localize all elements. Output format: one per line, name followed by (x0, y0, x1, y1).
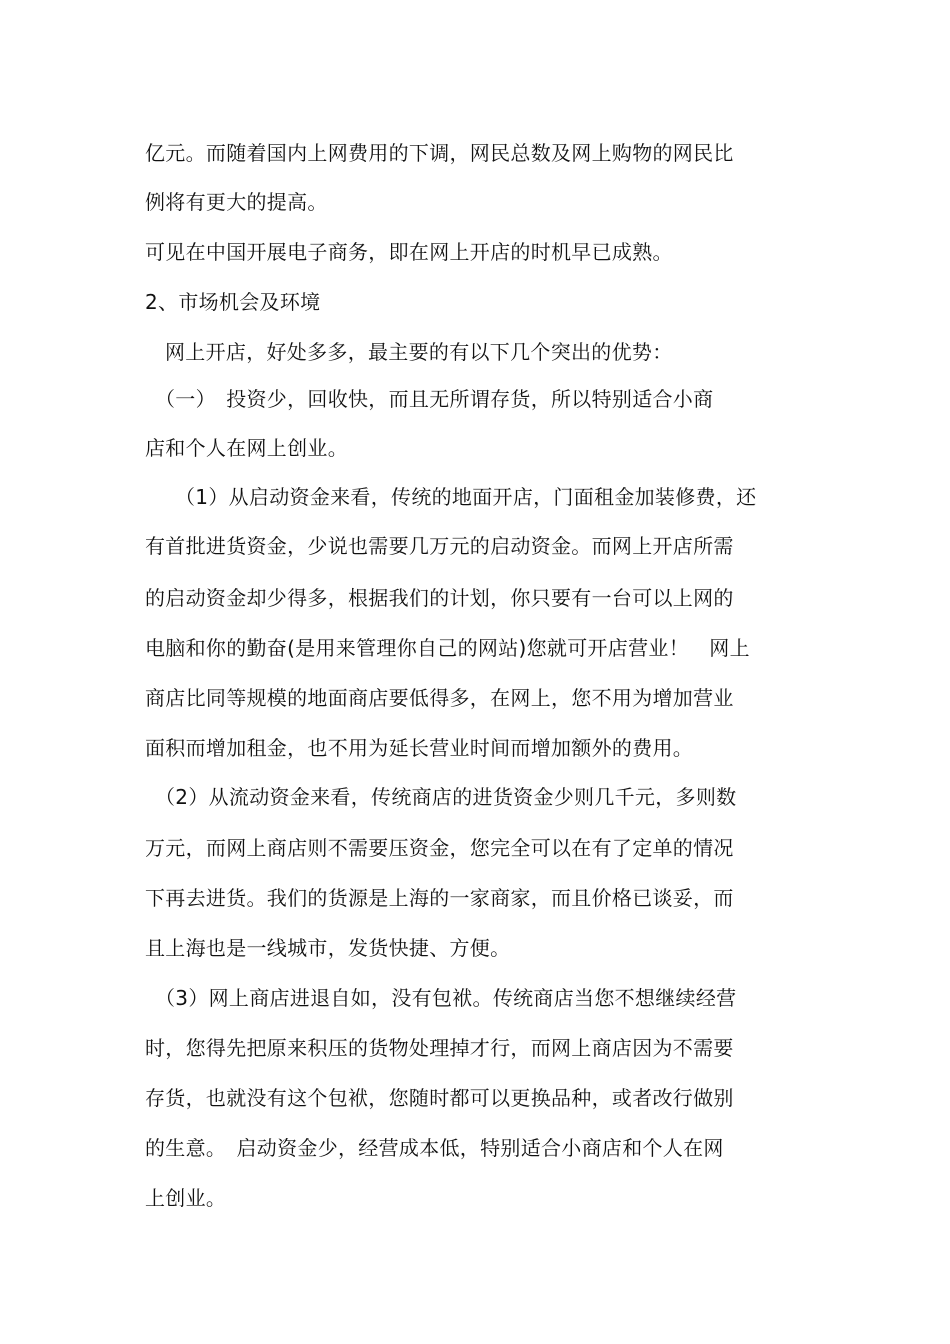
paragraph-line: 商店比同等规模的地面商店要低得多，在网上，您不用为增加营业 (145, 686, 734, 710)
paragraph-line: 亿元。而随着国内上网费用的下调，网民总数及网上购物的网民比 (145, 141, 734, 165)
paragraph-line: 店和个人在网上创业。 (145, 436, 348, 460)
paragraph-line: 下再去进货。我们的货源是上海的一家商家，而且价格已谈妥，而 (145, 886, 734, 910)
paragraph-line: 上创业。 (145, 1186, 227, 1210)
paragraph-line: 且上海也是一线城市，发货快捷、方便。 (145, 936, 511, 960)
paragraph-line: 网上开店，好处多多，最主要的有以下几个突出的优势： (165, 340, 673, 364)
paragraph-line: 电脑和你的勤奋(是用来管理你自己的网站)您就可开店营业！ 网上 (145, 636, 750, 660)
paragraph-line: 存货，也就没有这个包袱，您随时都可以更换品种，或者改行做别 (145, 1086, 734, 1110)
paragraph-line: 例将有更大的提高。 (145, 190, 328, 214)
paragraph-line: 有首批进货资金，少说也需要几万元的启动资金。而网上开店所需 (145, 534, 734, 558)
paragraph-line: 万元，而网上商店则不需要压资金，您完全可以在有了定单的情况 (145, 836, 734, 860)
paragraph-line: （3）网上商店进退自如，没有包袱。传统商店当您不想继续经营 (155, 986, 737, 1010)
paragraph-line: 的启动资金却少得多，根据我们的计划，你只要有一台可以上网的 (145, 586, 734, 610)
paragraph-line: （1）从启动资金来看，传统的地面开店，门面租金加装修费，还 (175, 485, 757, 509)
paragraph-line: 可见在中国开展电子商务，即在网上开店的时机早已成熟。 (145, 240, 673, 264)
paragraph-line: （2）从流动资金来看，传统商店的进货资金少则几千元，多则数 (155, 785, 737, 809)
paragraph-line: 的生意。 启动资金少，经营成本低，特别适合小商店和个人在网 (145, 1136, 724, 1160)
paragraph-line: 面积而增加租金，也不用为延长营业时间而增加额外的费用。 (145, 736, 694, 760)
paragraph-line: （一） 投资少，回收快，而且无所谓存货，所以特别适合小商 (155, 387, 714, 411)
section-heading: 2、市场机会及环境 (145, 290, 321, 314)
paragraph-line: 时，您得先把原来积压的货物处理掉才行，而网上商店因为不需要 (145, 1036, 734, 1060)
